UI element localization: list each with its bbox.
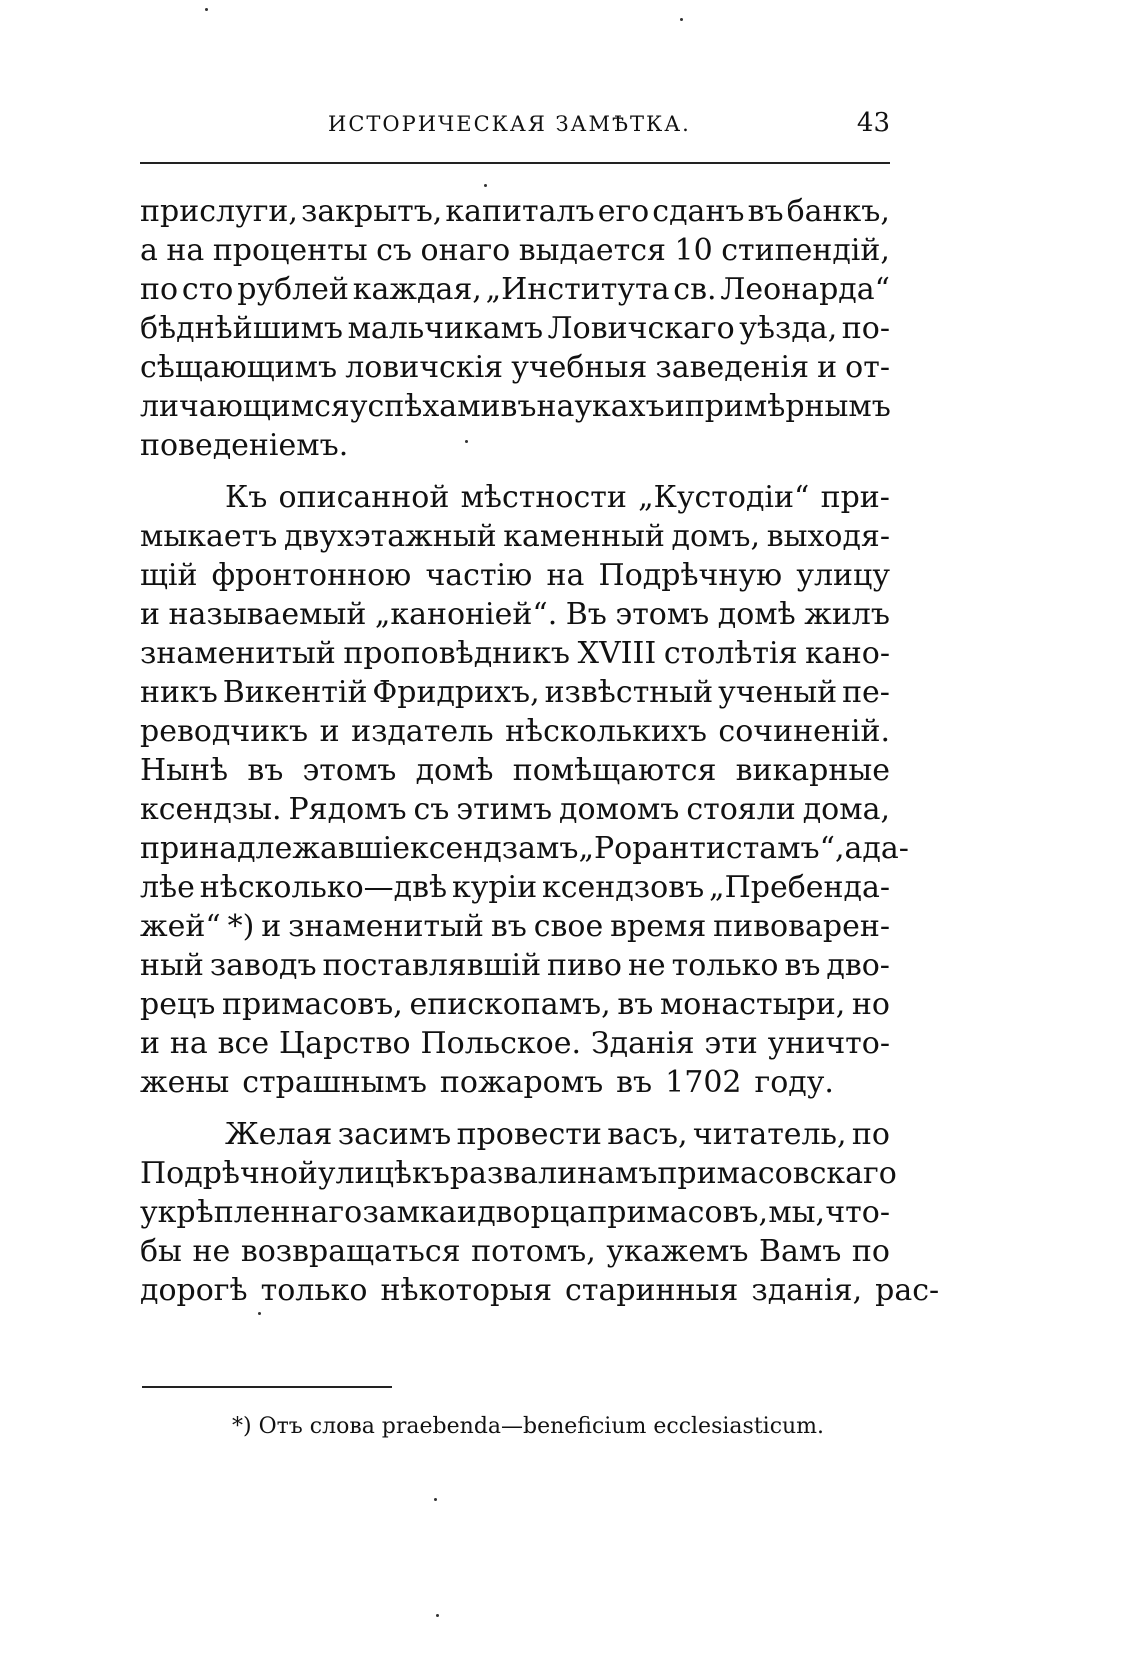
word: „Рорантистамъ“, <box>578 831 845 866</box>
word: знаменитый <box>140 636 336 671</box>
scan-speck <box>484 184 487 187</box>
text-line <box>140 712 890 752</box>
word: замка <box>362 1195 457 1230</box>
word: на <box>166 233 205 268</box>
text-line <box>140 946 890 986</box>
word: закрытъ, <box>301 194 443 229</box>
word: Подрѣчной <box>140 1156 318 1191</box>
word: что- <box>825 1195 890 1230</box>
word: домѣ <box>415 753 494 788</box>
word: дома, <box>802 792 890 827</box>
word: къ <box>411 1156 450 1191</box>
word: и <box>817 350 838 385</box>
word: возвращаться <box>240 1234 461 1269</box>
word: св. <box>673 272 717 307</box>
word: 1702 <box>665 1065 742 1100</box>
word: по <box>851 1234 890 1269</box>
word: прислуги, <box>140 194 298 229</box>
word: капиталъ <box>445 194 595 229</box>
word: сто <box>181 272 234 307</box>
text-line <box>140 985 890 1025</box>
footnote-rule <box>142 1386 392 1388</box>
word: никъ <box>140 675 218 710</box>
word: нѣсколькихъ <box>505 714 707 749</box>
word: домомъ <box>559 792 680 827</box>
word: а <box>844 831 863 866</box>
text-line <box>140 595 890 635</box>
word: въ <box>247 753 284 788</box>
scan-speck <box>436 1614 439 1617</box>
text-line <box>140 868 890 908</box>
text-line <box>140 1271 940 1311</box>
word: время <box>610 909 707 944</box>
word: Зданія <box>590 1026 695 1061</box>
text-line <box>140 790 890 830</box>
word: частію <box>425 558 533 593</box>
word: стояли <box>686 792 796 827</box>
word: развалинамъ <box>449 1156 658 1191</box>
text-line <box>140 231 890 271</box>
text-line <box>140 348 890 388</box>
word: фронтонною <box>211 558 412 593</box>
word: проценты <box>212 233 368 268</box>
word: съ <box>413 792 450 827</box>
scan-speck <box>680 18 683 21</box>
word: свое <box>533 909 604 944</box>
word: принадлежавшіе <box>140 831 410 866</box>
word: „каноніей“. <box>374 597 558 632</box>
word: и <box>261 909 282 944</box>
text-line <box>140 387 890 427</box>
scan-speck <box>465 440 468 443</box>
word: въ <box>616 1065 653 1100</box>
word: васъ, <box>607 1117 688 1152</box>
word: домѣ <box>717 597 796 632</box>
running-header <box>140 108 890 148</box>
word: описанной <box>278 480 450 515</box>
word: въ <box>784 948 821 983</box>
word: нѣсколько—двѣ <box>199 870 448 905</box>
word: въ <box>500 389 537 424</box>
word: „Пребенда- <box>709 870 890 905</box>
text-line <box>225 1115 890 1155</box>
word: укрѣпленнаго <box>140 1195 363 1230</box>
word: лѣе <box>140 870 195 905</box>
word: куріи <box>451 870 538 905</box>
word: въ <box>490 909 527 944</box>
word: ксендзовъ <box>542 870 705 905</box>
page-number: 43 <box>856 108 890 138</box>
word: ученый <box>718 675 838 710</box>
text-line <box>140 517 890 557</box>
word: знаменитый <box>288 909 484 944</box>
word: каждая, <box>352 272 482 307</box>
word: мыкаетъ <box>140 519 278 554</box>
word: называемый <box>168 597 367 632</box>
header-rule <box>140 162 890 164</box>
word: дво- <box>826 948 890 983</box>
word: Нынѣ <box>140 753 229 788</box>
word: да- <box>862 831 909 866</box>
word: пивоварен- <box>713 909 890 944</box>
word: улицѣ <box>317 1156 412 1191</box>
footnote: *) Отъ слова praebenda—beneficium ecclesiasticum. <box>232 1414 825 1439</box>
word: успѣхами <box>349 389 501 424</box>
word: Желая <box>225 1117 333 1152</box>
word: заведенія <box>655 350 810 385</box>
running-title: ИСТОРИЧЕСКАЯ ЗАМѢТКА. <box>328 112 691 136</box>
word: и <box>456 1195 477 1230</box>
word: выходя- <box>766 519 890 554</box>
word: пожаромъ <box>439 1065 604 1100</box>
word: Викентій <box>222 675 368 710</box>
word: Польское. <box>420 1026 582 1061</box>
text-line <box>225 478 890 518</box>
word: мальчикамъ <box>347 311 544 346</box>
word: домъ, <box>671 519 761 554</box>
word: ный <box>140 948 204 983</box>
text-line <box>140 1232 890 1272</box>
word: Леонарда“ <box>720 272 890 307</box>
word: „Кустодіи“ <box>638 480 810 515</box>
word: этомъ <box>615 597 710 632</box>
word: его <box>597 194 650 229</box>
word: жей“ <box>140 909 221 944</box>
word: нѣкоторыя <box>380 1273 553 1308</box>
word: и <box>319 714 340 749</box>
word: по <box>140 272 179 307</box>
text-line <box>140 907 890 947</box>
text-line <box>140 751 890 791</box>
word: Ловичскаго <box>547 311 735 346</box>
word: мѣстности <box>460 480 627 515</box>
word: ловичскія <box>345 350 504 385</box>
word: не <box>192 1234 231 1269</box>
word: рас- <box>875 1273 940 1308</box>
word: бы <box>140 1234 182 1269</box>
text-line <box>140 829 909 869</box>
word: онаго <box>420 233 511 268</box>
text-line <box>140 1063 890 1103</box>
word: Подрѣчную <box>598 558 783 593</box>
word: по- <box>841 311 890 346</box>
word: столѣтія <box>663 636 798 671</box>
word: мы, <box>768 1195 826 1230</box>
word: монастыри, <box>659 987 846 1022</box>
word: на <box>169 1026 208 1061</box>
word: „Института <box>485 272 670 307</box>
word: дорогѣ <box>140 1273 248 1308</box>
word: съ <box>376 233 412 268</box>
word: поведеніемъ. <box>140 428 349 463</box>
word: наукахъ <box>536 389 665 424</box>
word: этомъ <box>302 753 397 788</box>
word: дворца <box>477 1195 587 1230</box>
word: сѣщающимъ <box>140 350 338 385</box>
word: въ <box>747 194 784 229</box>
word: примасовъ, <box>222 987 403 1022</box>
word: уничто- <box>767 1026 890 1061</box>
word: и <box>664 389 685 424</box>
word: ксендзы. <box>140 792 282 827</box>
word: Фридрихъ, <box>372 675 540 710</box>
word: *) <box>227 909 255 944</box>
word: уѣзда, <box>739 311 838 346</box>
word: и <box>140 597 160 632</box>
scan-speck <box>205 8 208 11</box>
word: пиво <box>547 948 622 983</box>
word: извѣстный <box>544 675 714 710</box>
word: эти <box>704 1026 758 1061</box>
scan-speck <box>434 1498 437 1501</box>
word: читатель, <box>692 1117 847 1152</box>
text-line <box>140 1154 897 1194</box>
word: викарные <box>735 753 890 788</box>
word: при- <box>820 480 890 515</box>
word: Въ <box>565 597 607 632</box>
word: улицу <box>796 558 890 593</box>
word: этимъ <box>456 792 553 827</box>
word: учебныя <box>511 350 648 385</box>
word: на <box>546 558 585 593</box>
word: проповѣдникъ <box>343 636 571 671</box>
text-line <box>140 270 890 310</box>
word: личающимся <box>140 389 350 424</box>
word: реводчикъ <box>140 714 309 749</box>
word: Рядомъ <box>288 792 407 827</box>
word: заводъ <box>209 948 317 983</box>
text-line <box>140 192 890 232</box>
word: а <box>140 233 158 268</box>
word: примѣрнымъ <box>684 389 891 424</box>
word: не <box>627 948 666 983</box>
text-line <box>140 1024 890 1064</box>
word: поставлявшій <box>322 948 542 983</box>
word: потомъ, <box>471 1234 596 1269</box>
word: по <box>851 1117 890 1152</box>
text-line <box>140 309 890 349</box>
word: епископамъ, <box>409 987 611 1022</box>
word: каменный <box>503 519 665 554</box>
word: Царство <box>279 1026 411 1061</box>
word: укажемъ <box>606 1234 749 1269</box>
word: жены <box>140 1065 230 1100</box>
word: рублей <box>237 272 349 307</box>
word: страшнымъ <box>242 1065 427 1100</box>
word: примасовскаго <box>657 1156 897 1191</box>
word: все <box>217 1026 270 1061</box>
word: въ <box>617 987 654 1022</box>
word: от- <box>845 350 890 385</box>
word: и <box>140 1026 160 1061</box>
word: но <box>851 987 890 1022</box>
word: помѣщаются <box>512 753 717 788</box>
word: XVIII <box>577 636 657 671</box>
word: двухэтажный <box>283 519 497 554</box>
text-line <box>140 1193 890 1233</box>
word: стипендій, <box>721 233 890 268</box>
word: зданія, <box>751 1273 863 1308</box>
word: ксендзамъ <box>409 831 579 866</box>
word: щій <box>140 558 198 593</box>
text-line <box>140 673 890 713</box>
word: провести <box>456 1117 602 1152</box>
word: Къ <box>225 480 268 515</box>
word: 10 <box>674 233 713 268</box>
word: издатель <box>351 714 494 749</box>
word: кано- <box>805 636 890 671</box>
word: сочиненій. <box>718 714 890 749</box>
scan-speck <box>258 1312 261 1315</box>
text-line <box>140 556 890 596</box>
word: жилъ <box>804 597 890 632</box>
word: бѣднѣйшимъ <box>140 311 344 346</box>
word: засимъ <box>337 1117 452 1152</box>
word: старинныя <box>565 1273 739 1308</box>
word: рецъ <box>140 987 216 1022</box>
word: только <box>260 1273 368 1308</box>
word: примасовъ, <box>587 1195 769 1230</box>
word: пе- <box>842 675 890 710</box>
word: году. <box>754 1065 834 1100</box>
word: банкъ, <box>786 194 890 229</box>
word: выдается <box>518 233 666 268</box>
word: Вамъ <box>759 1234 842 1269</box>
text-line <box>140 634 890 674</box>
word: только <box>671 948 779 983</box>
word: сданъ <box>652 194 745 229</box>
text-line <box>140 426 890 466</box>
